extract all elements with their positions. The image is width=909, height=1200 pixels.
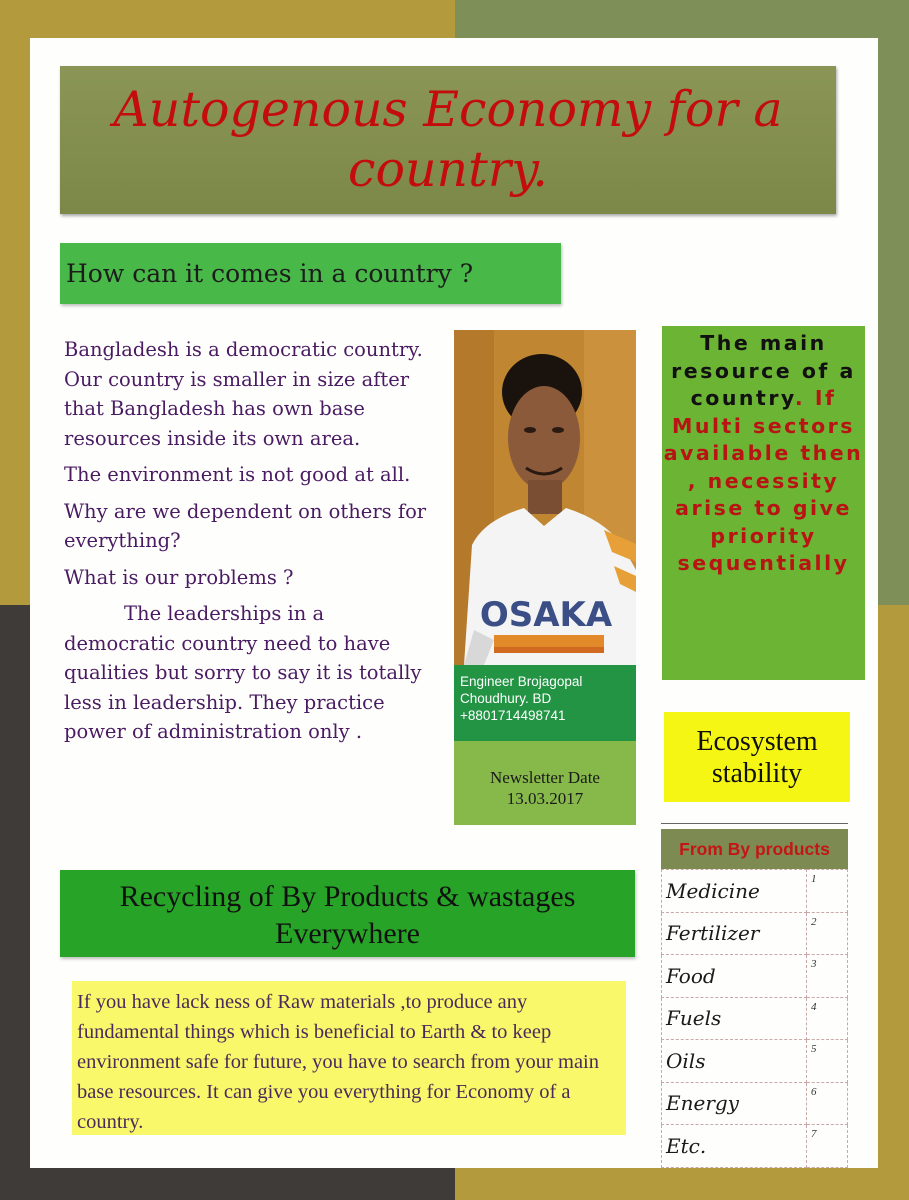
byproduct-name: Fuels: [662, 997, 807, 1040]
shirt-text: OSAKA: [479, 595, 613, 635]
byproduct-name: Fertilizer: [662, 912, 807, 955]
byproduct-name: Oils: [662, 1040, 807, 1083]
author-caption: [454, 665, 636, 741]
byproduct-number: 7: [807, 1125, 848, 1168]
author-phone: +8801714498741: [460, 708, 566, 723]
byproduct-name: Medicine: [662, 870, 807, 913]
byproduct-number: 6: [807, 1082, 848, 1125]
resource-dark-text: The main resource of a country: [671, 331, 856, 410]
question-heading-box: [60, 243, 561, 304]
raw-materials-box: [72, 981, 626, 1135]
page-title: Autogenous Economy for a country.: [113, 81, 783, 198]
newsletter-page: [30, 38, 878, 1168]
question-heading: How can it comes in a country ?: [66, 259, 474, 288]
title-banner: [60, 66, 836, 214]
table-row: [662, 870, 848, 913]
author-photo: [454, 330, 636, 665]
recycling-heading: Recycling of By Products & wastages Everywhere: [119, 880, 576, 950]
table-row: [662, 1040, 848, 1083]
paragraph-leadership: The leaderships in a democratic country need to have qualities but sorry to say it is totally less in leadership. They practice power of administration only .: [64, 602, 422, 743]
newsletter-date-box: [454, 741, 636, 825]
byproduct-name: Food: [662, 955, 807, 998]
resource-red-text: . If Multi sectors available then , necessity arise to give priority sequentially: [663, 386, 864, 575]
byproduct-name: Energy: [662, 1082, 807, 1125]
byproducts-list: [661, 869, 848, 1168]
byproduct-number: 3: [807, 955, 848, 998]
raw-materials-text: If you have lack ness of Raw materials ,to produce any fundamental things which is beneficial to Earth & to keep environment safe for future, you have to search from your main base resources. It can give you everything for Economy of a country.: [77, 991, 599, 1133]
author-portrait-image: [454, 330, 636, 665]
author-name-line1: Engineer Brojagopal: [460, 674, 583, 689]
ecosystem-box: [664, 712, 850, 802]
paragraph-problems: What is our problems ?: [64, 565, 294, 589]
byproduct-number: 1: [807, 870, 848, 913]
main-resource-box: [662, 326, 865, 680]
ecosystem-label: Ecosystem stability: [696, 726, 818, 789]
paragraph-environment: The environment is not good at all.: [64, 463, 411, 486]
table-row: [662, 997, 848, 1040]
byproduct-name: Etc.: [662, 1125, 807, 1168]
paragraph-bangladesh: Bangladesh is a democratic country. Our country is smaller in size after that Bangladesh has own base resources inside its own area.: [64, 338, 423, 450]
recycling-heading-box: [60, 870, 635, 957]
table-row: [662, 912, 848, 955]
newsletter-date-value: 13.03.2017: [506, 789, 584, 808]
byproduct-number: 2: [807, 912, 848, 955]
paragraph-dependent: Why are we dependent on others for everything?: [64, 499, 427, 552]
byproducts-table: [661, 823, 848, 1168]
table-row: [662, 1125, 848, 1168]
newsletter-date-label: Newsletter Date: [490, 768, 600, 787]
body-text: [64, 335, 436, 754]
byproduct-number: 4: [807, 997, 848, 1040]
table-row: [662, 955, 848, 998]
table-row: [662, 1082, 848, 1125]
byproduct-number: 5: [807, 1040, 848, 1083]
author-name-line2: Choudhury. BD: [460, 691, 552, 706]
byproducts-heading: From By products: [661, 829, 848, 869]
